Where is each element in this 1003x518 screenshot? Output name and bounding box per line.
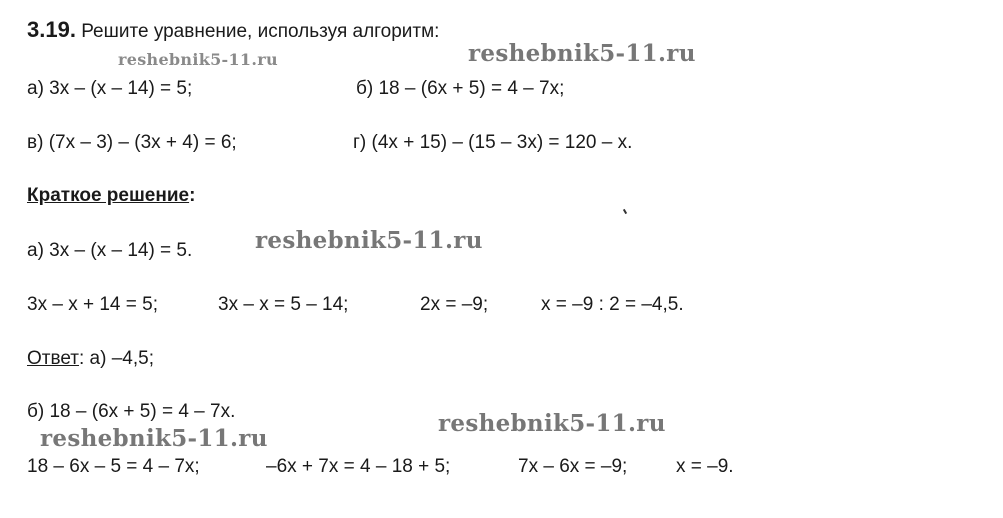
solution-b-step: 7x – 6x = –9; <box>518 456 628 477</box>
problem-item-a: а) 3x – (x – 14) = 5; <box>27 78 193 99</box>
problem-item-c: в) (7x – 3) – (3x + 4) = 6; <box>27 132 237 153</box>
solution-b-equation: б) 18 – (6x + 5) = 4 – 7x. <box>27 401 236 422</box>
answer-value: : а) –4,5; <box>79 348 154 369</box>
problem-statement: Решите уравнение, используя алгоритм: <box>81 21 440 42</box>
solution-heading-line <box>27 184 195 208</box>
solution-a-step: x = –9 : 2 = –4,5. <box>541 294 684 315</box>
solution-b-step: –6x + 7x = 4 – 18 + 5; <box>266 456 451 477</box>
problem-header <box>27 18 439 44</box>
problem-number: 3.19. <box>27 17 76 42</box>
answer-label: Ответ <box>27 348 79 369</box>
scan-speck <box>623 209 627 214</box>
problem-item-b: б) 18 – (6x + 5) = 4 – 7x; <box>356 78 565 99</box>
watermark-text: reshebnik5-11.ru <box>118 50 278 69</box>
solution-a-step: 3x – x + 14 = 5; <box>27 294 158 315</box>
solution-a-equation: а) 3x – (x – 14) = 5. <box>27 240 193 261</box>
solution-a-step: 3x – x = 5 – 14; <box>218 294 349 315</box>
problem-item-d: г) (4x + 15) – (15 – 3x) = 120 – x. <box>353 132 633 153</box>
solution-b-step: 18 – 6x – 5 = 4 – 7x; <box>27 456 200 477</box>
solution-a-step: 2x = –9; <box>420 294 489 315</box>
solution-b-step: x = –9. <box>676 456 734 477</box>
solution-a-answer <box>27 347 154 371</box>
watermark-text: reshebnik5-11.ru <box>438 410 666 437</box>
watermark-text: reshebnik5-11.ru <box>255 227 483 254</box>
watermark-text: reshebnik5-11.ru <box>40 425 268 452</box>
watermark-text: reshebnik5-11.ru <box>468 40 696 67</box>
solution-heading: Краткое решение <box>27 185 190 206</box>
solution-heading-colon: : <box>189 185 196 206</box>
